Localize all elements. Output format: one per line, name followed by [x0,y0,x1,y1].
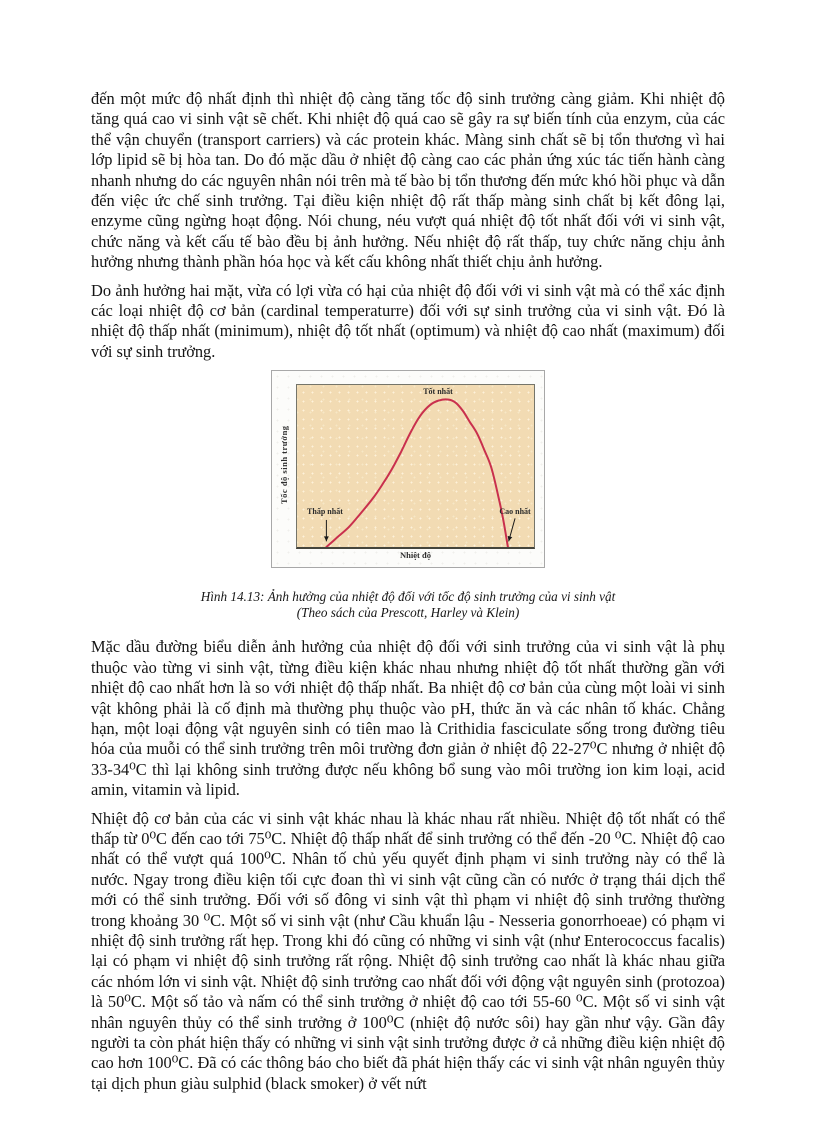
figure-caption-source: (Theo sách của Prescott, Harley và Klein) [296,605,520,621]
figure-caption [91,589,725,621]
figure-caption-title: Hình 14.13: Ảnh hưởng của nhiệt độ đối với tốc độ sinh trưởng của vi sinh vật [200,589,616,605]
paragraph-temperature-ranges: Nhiệt độ cơ bản của các vi sinh vật khác nhau là khác nhau rất nhiều. Nhiệt độ tốt nhất có thể thấp từ 0⁰C đến cao tới 75⁰C. Nhiệt độ thấp nhất để sinh trưởng có thể đến -20 ⁰C. Nhiệt độ cao nhất có thể vượt quá 100⁰C. Nhân tố chủ yếu quyết định phạm vi sinh trưởng này có thể là nước. Ngay trong điều kiện tối cực đoan thì vi sinh vật cũng cần có nước ở trạng thái dịch thể mới có thể sinh trưởng. Đối với số đông vi sinh vật thì phạm vi nhiệt độ sinh trưởng thường trong khoảng 30 ⁰C. Một số vi sinh vật (như Cầu khuẩn lậu - Nesseria gonorrhoeae) có phạm vi nhiệt độ sinh trưởng rất hẹp. Trong khi đó cũng có những vi sinh vật (như Enterococcus facalis) lại có phạm vi nhiệt độ sinh trưởng rất rộng. Nhiệt độ sinh trưởng cao nhất là khác nhau giữa các nhóm lớn vi sinh vật. Nhiệt độ sinh trưởng cao nhất đối với động vật nguyên sinh (protozoa) là 50⁰C. Một số tảo và nấm có thể sinh trưởng ở nhiệt độ cao tới 55-60 ⁰C. Một số vi sinh vật nhân nguyên thủy có thể sinh trưởng ở 100⁰C (nhiệt độ nước sôi) hay gần như vậy. Gần đây người ta còn phát hiện thấy có những vi sinh vật sinh trưởng được ở cả những điều kiện nhiệt độ cao hơn 100⁰C. Đã có các thông báo cho biết đã phát hiện thấy các vi sinh vật nhân nguyên thủy tại dịch phun giàu sulphid (black smoker) ở vết nứt [91,808,725,1093]
chart-y-axis-label: Tốc độ sinh trưởng [279,426,289,505]
paragraph-curve-discussion: Mặc dầu đường biểu diễn ảnh hưởng của nhiệt độ đối với sinh trưởng của vi sinh vật là phụ thuộc vào từng vi sinh vật, từng điều kiện khác nhau nhưng nhiệt độ tốt nhất thường gần với nhiệt độ cao nhất hơn là so với nhiệt độ thấp nhất. Ba nhiệt độ cơ bản của cùng một loài vi sinh vật không phải là cố định mà thường phụ thuộc vào pH, thức ăn và các nhân tố khác. Chẳng hạn, một loại động vật nguyên sinh có tiên mao là Crithidia fasciculate sống trong đường tiêu hóa của muỗi có thể sinh trưởng trên môi trường đơn giản ở nhiệt độ 22-27⁰C nhưng ở nhiệt độ 33-34⁰C thì lại không sinh trưởng được nếu không bổ sung vào môi trường ion kim loại, acid amin, vitamin và lipid. [91,637,725,800]
chart-annotation-label-2: Tốt nhất [423,387,453,397]
figure-14-13 [91,370,725,568]
chart-annotation-label-3: Cao nhất [499,506,531,516]
growth-curve [326,400,508,548]
chart-x-axis-label: Nhiệt độ [400,550,431,561]
paragraph-cardinal-temperatures: Do ảnh hưởng hai mặt, vừa có lợi vừa có hại của nhiệt độ đối với vi sinh vật mà có thể xác định các loại nhiệt độ cơ bản (cardinal temperaturre) đối với sự sinh trưởng của vi sinh vật. Đó là nhiệt độ thấp nhất (minimum), nhiệt độ tốt nhất (optimum) và nhiệt độ cao nhất (maximum) đối với sự sinh trưởng. [91,280,725,361]
growth-curve-svg [297,385,534,547]
chart-annotation-label-1: Thấp nhất [307,506,343,516]
paragraph-temperature-effects: đến một mức độ nhất định thì nhiệt độ càng tăng tốc độ sinh trưởng càng giảm. Khi nhiệt độ tăng quá cao vi sinh vật sẽ chết. Khi nhiệt độ quá cao sẽ gây ra sự biến tính của enzym, của các thể vận chuyển (transport carriers) và các protein khác. Màng sinh chất sẽ bị tổn thương vì hai lớp lipid sẽ bị hòa tan. Do đó mặc dầu ở nhiệt độ càng cao các phản ứng xúc tác tiến hành càng nhanh nhưng do các nguyên nhân nói trên mà tế bào bị tổn thương đến mức khó hồi phục và dẫn đến việc ức chế sinh trưởng. Tại điều kiện nhiệt độ rất thấp màng sinh chất bị kết đông lại, enzyme cũng ngừng hoạt động. Nói chung, néu vượt quá nhiệt độ tốt nhất đối với vi sinh vật, chức năng và kết cấu tế bào đều bị ảnh hưởng. Nếu nhiệt độ rất thấp, tuy chức năng chịu ảnh hưởng nhưng thành phần hóa học và kết cấu không nhất thiết chịu ảnh hưởng. [91,89,725,272]
growth-rate-chart [271,370,545,568]
chart-plot-area [296,384,535,549]
